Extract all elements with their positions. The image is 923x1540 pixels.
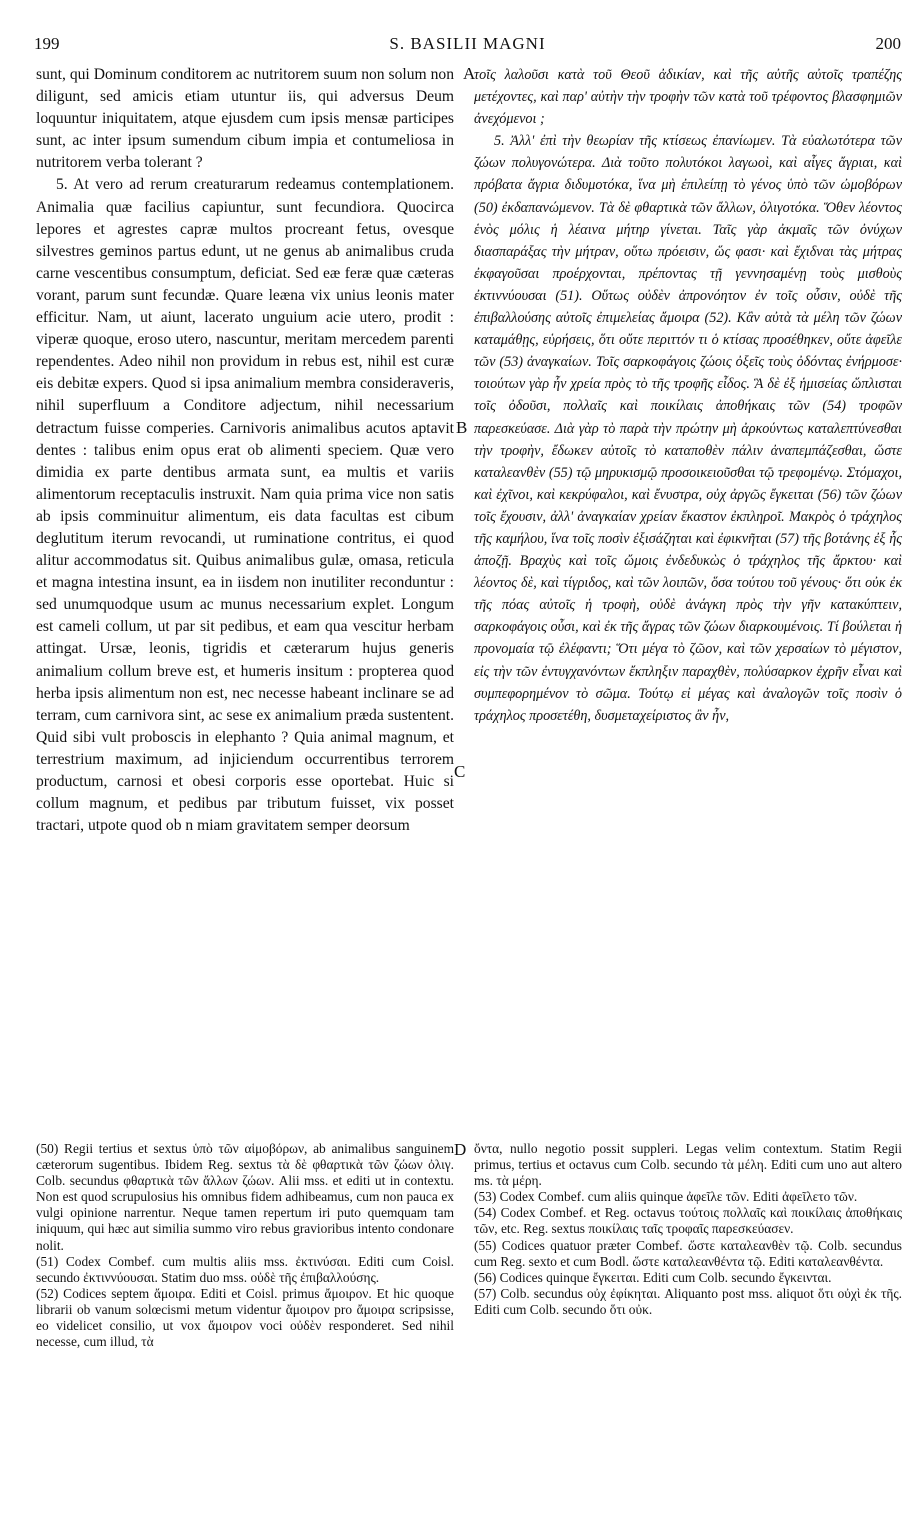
latin-paragraph-1: sunt, qui Dominum conditorem ac nutritorem suum non solum non diligunt, sed amicis etiam utuntur iis, qui adversus Deum loquuntur iniquitatem, atque ejusdem cum ipsis mensæ participes sunt, ac inter ipsum sumendum cibum impia et contumeliosa in nutritorem verba tolerant ? xyxy=(36,66,454,172)
footnote: (55) Codices quatuor præter Combef. ὥστε καταλεανθὲν τῷ. Colb. secundus cum Reg. sexto et cum Bodl. ὥστε καταλεανθέντα τῷ. Editi καταλεανθέντα. xyxy=(474,1237,902,1269)
footnote: (50) Regii tertius et sextus ὑπὸ τῶν αἱμοβόρων, ab animalibus sanguinem cæterorum sugentibus. Ibidem Reg. sextus τὰ δὲ φθαρτικὰ τῶν ζώων ὀλιγ. Colb. secundus φθαρτικὰ τῶν ἄλλων ζώων. Alii mss. et editi ut in contextu. Non est quod scrupulosius his omnibus fidem adhibeamus, cum non pauca ex vulgi opinione narrentur. Neque tamen repertum iri puto quemquam tam iniquum, qui hæc aut similia summo viro rebus gravioribus intento condonare nolit. xyxy=(36,1141,454,1253)
footnote: (51) Codex Combef. cum multis aliis mss. ἐκτινύσαι. Editi cum Coisl. secundo ἐκτιννύουσαι. Statim duo mss. οὐδὲ τῆς ἐπιβαλλούσης. xyxy=(36,1253,454,1285)
margin-letter-d: D xyxy=(454,1140,467,1159)
greek-paragraph-1: τοῖς λαλοῦσι κατὰ τοῦ Θεοῦ ἀδικίαν, καὶ τῆς αὐτῆς αὐτοῖς τραπέζης μετέχοντες, καὶ παρ' αὐτὴν τὴν τροφὴν τῶν κατὰ τοῦ τρέφοντος βλασφημιῶν ἀνεχόμενοι ; xyxy=(474,67,902,128)
running-header xyxy=(34,34,901,56)
footnote: (56) Codices quinque ἔγκειται. Editi cum Colb. secundo ἔγκεινται. xyxy=(474,1269,832,1285)
greek-paragraph-2: 5. Ἀλλ' ἐπὶ τὴν θεωρίαν τῆς κτίσεως ἐπανίωμεν. Τὰ εὐαλωτότερα τῶν ζώων πολυγονώτερα. Διὰ τοῦτο πολυτόκοι λαγωοὶ, καὶ αἶγες ἄγριαι, καὶ πρόβατα ἄγρια διδυμοτόκα, ἵνα μὴ ἐπιλείπῃ τὸ γένος ὑπὸ τῶν ὠμοβόρων (50) ἐκδαπανώμενον. Τὰ δὲ φθαρτικὰ τῶν ἄλλων, ὀλιγοτόκα. Ὅθεν λέοντος ἑνὸς μόλις ἡ λέαινα μήτηρ γίνεται. Ταῖς γὰρ ἀκμαῖς τῶν ὀνύχων διασπαράξας τὴν μήτραν, οὕτω πρόεισιν, ὥς φασι· καὶ ἔχιδναι τὰς μήτρας ἐκφαγοῦσαι προέρχονται, πρέποντας τῇ γεννησαμένῃ τοὺς μισθοὺς ἐκτιννύουσαι (51). Οὕτως οὐδὲν ἀπρονόητον ἐν τοῖς οὖσιν, οὐδὲ τῆς ἐπιβαλλούσης αὐτοῖς ἐπιμελείας ἄμοιρα (52). Κἂν αὐτὰ τὰ μέλη τῶν ζώων καταμάθῃς, εὑρήσεις, ὅτι οὔτε περιττόν τι ὁ κτίσας προσέθηκεν, οὔτε ἀφεῖλε τῶν (53) ἀναγκαίων. Τοῖς σαρκοφάγοις ζώοις ὀξεῖς τοὺς ὀδόντας ἐνήρμοσε· τοιούτων γὰρ ἦν χρεία πρὸς τὸ τῆς τροφῆς εἶδος. Ἃ δὲ ἐξ ἡμισείας ὥπλισται τοῖς ὀδοῦσι, πολλαῖς καὶ ποικίλαις ἀποθήκαις τῶν (54) τροφῶν παρεσκεύασε. Διὰ γὰρ τὸ παρὰ τὴν πρώτην μὴ ἀρκούντως καταλεπτύνεσθαι τὴν τροφὴν, ἔδωκεν αὐτοῖς τὸ καταποθὲν πάλιν ἀναπεμπάζεσθαι, ὥστε καταλεανθὲν (55) τῷ μηρυκισμῷ προσοικειοῦσθαι τῷ τρεφομένῳ. Στόμαχοι, καὶ ἐχῖνοι, καὶ κεκρύφαλοι, καὶ ἔνυστρα, οὐχ ἀργῶς ἔγκειται (56) τῶν ζώων τοῖς ἔχουσιν, ἀλλ' ἀναγκαίαν χρείαν ἕκαστον ἐκπληροῖ. Μακρὸς ὁ τράχηλος τῆς καμήλου, ἵνα τοῖς ποσὶν ἐξισάζηται καὶ ἐφικνῆται (57) τῆς βοτάνης ἐξ ἧς ἀποζῇ. Βραχὺς καὶ τοῖς ὤμοις ἐνδεδυκὼς ὁ τράχηλος τῆς ἄρκτου· καὶ λέοντος δὲ, καὶ τίγριδος, καὶ τῶν λοιπῶν, ὅσα τούτου τοῦ γένους· ὅτι οὐκ ἐκ τῆς πόας αὐτοῖς ἡ τροφὴ, οὐδὲ ἀνάγκη πρὸς τὴν γῆν κατακύπτειν, σαρκοφάγοις οὖσι, καὶ ἐκ τῆς ἄγρας τῶν ζώων διαρκουμένοις. Τί βούλεται ἡ προνομαία τῷ ἐλέφαντι; Ὅτι μέγα τὸ ζῶον, καὶ τῶν χερσαίων τὸ μέγιστον, εἰς τὴν τῶν ἐντυγχανόντων ἔκπληξιν παραχθὲν, πολύσαρκον ἐχρῆν εἶναι καὶ συμπεφορημένον τὸ σῶμα. Τούτῳ εἰ μέγας καὶ ἀναλογῶν τοῖς ποσὶν ὁ τράχηλος προσετέθη, δυσμεταχείριστος ἂν ἦν, xyxy=(474,133,902,724)
footnote: (54) Codex Combef. et Reg. octavus τούτοις πολλαῖς καὶ ποικίλαις ἀποθήκαις τῶν, etc. Reg. sextus ποικίλαις ταῖς τροφαῖς παρεσκεύασεν. xyxy=(474,1205,902,1237)
footnote: (57) Colb. secundus οὐχ ἐφίκηται. Aliquanto post mss. aliquot ὅτι οὐχὶ ἐκ τῆς. Editi cum Colb. secundo ὅτι οὐκ. xyxy=(474,1285,902,1317)
footnote: (52) Codices septem ἄμοιρα. Editi et Coisl. primus ἄμοιρον. Et hic quoque librarii ob vanum solœcismi metum videntur ἄμοιρον pro ἄμοιρα scripsisse, eo videlicet consilio, ut vox ἄμοιρον voci οὐδὲν responderet. Sed nihil necesse, cum illud, τὰ xyxy=(36,1285,454,1350)
margin-letter-a: A xyxy=(463,64,476,83)
footnote: (53) Codex Combef. cum aliis quinque ἀφεῖλε τῶν. Editi ἀφεῖλετο τῶν. xyxy=(474,1189,858,1205)
page-number-right: 200 xyxy=(875,34,901,53)
footnote: ὄντα, nullo negotio possit suppleri. Legas velim contextum. Statim Regii primus, tertius et octavus cum Colb. secundo τὰ μέλη. Editi cum uno aut altero ms. τὰ μέρη. xyxy=(474,1141,902,1189)
latin-paragraph-2: 5. At vero ad rerum creaturarum redeamus contemplationem. Animalia quæ facilius capiuntur, sunt fecundiora. Quocirca lepores et agrestes capræ multos procreant fetus, ovesque silvestres geminos partus edunt, ut ne genus ab animalibus cruda carne vescentibus consumptum, deficiat. Sed eæ feræ quæ cæteras vorant, parum sunt fecundæ. Quare leæna vix unius leonis mater efficitur. Nam, ut aiunt, lacerato unguium acie utero, prodit : viperæ quoque, eroso utero, nascuntur, meritam mercedem parenti rependentes. Adeo nihil non providum in rebus est, nihil est curæ eis debitæ expers. Quod si ipsa animalium membra consideraveris, nihil superfluum a Conditore adjectum, nihil necessarium detractum fuisse comperies. Carnivoris animalibus acutos aptavit dentes : talibus enim opus erat ob alimenti speciem. Quæ vero dimidia ex parte dentibus armata sunt, ea multis et variis alimentorum receptaculis instruxit. Nam quia prima vice non satis ab ipsis comminuitur alimentum, eis data facultas est cibum deglutitum iterum revocandi, ut ruminatione contritus, ei quod alitur accommodatus sit. Quibus animalibus gulæ, omasa, reticula et magna intestina insunt, ea in iisdem non inutiliter reconduntur : sed unumquodque usum ac munus necessarium explet. Longum est cameli collum, ut par sit pedibus, et eam qua vescitur herbam attingat. Ursæ, leonis, tigridis et cæterarum hujus generis animalium collum breve est, et humeris insitum : propterea quod herba ipsis alimentum non est, nec necesse habeant inclinare se ad terram, cum carnivora sint, ac sese ex animalium præda sustentent. Quid sibi vult proboscis in elephanto ? Quia animal magnum, et terrestrium maximum, ad injiciendum occurrentibus terrorem productum, carnosi et obesi corporis esse oportebat. Huic si collum magnum, et pedibus par tributum fuisset, vix posset tractari, utpote quod ob n miam gravitatem semper deorsum xyxy=(36,176,454,835)
greek-column xyxy=(474,64,902,727)
running-title: S. BASILII MAGNI xyxy=(389,34,546,53)
margin-letter-c: C xyxy=(454,762,466,781)
footnotes-left xyxy=(36,1141,454,1350)
footnotes-right xyxy=(474,1141,902,1318)
margin-letter-b: B xyxy=(456,418,468,437)
page-number-left: 199 xyxy=(34,34,60,53)
latin-column xyxy=(36,64,454,837)
